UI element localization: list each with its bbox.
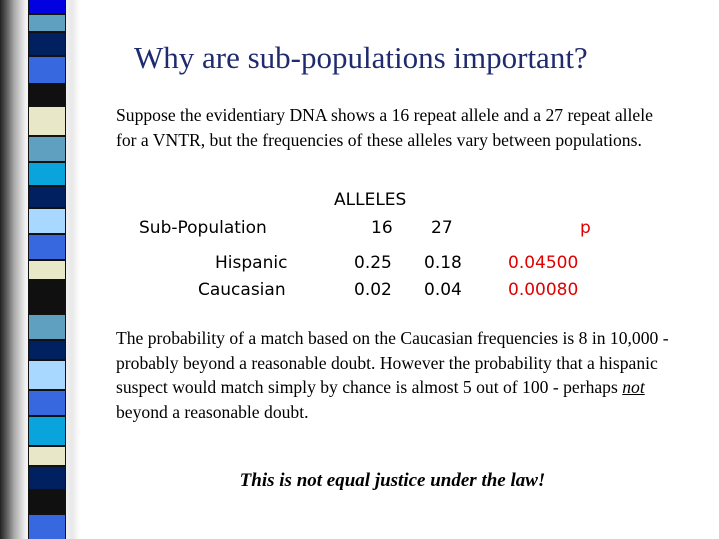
row-name-caucasian: Caucasian [198, 280, 286, 300]
row-caucasian-27: 0.04 [424, 280, 462, 300]
row-caucasian-16: 0.02 [354, 280, 392, 300]
p-header: p [580, 218, 591, 238]
conclusion-text-after: beyond a reasonable doubt. [116, 401, 309, 422]
row-hispanic-16: 0.25 [354, 253, 392, 273]
row-hispanic-27: 0.18 [424, 253, 462, 273]
tagline: This is not equal justice under the law! [239, 470, 546, 491]
conclusion-paragraph [116, 326, 696, 424]
subpopulation-header: Sub-Population [139, 218, 267, 238]
decorative-blocks [28, 0, 66, 539]
intro-paragraph: Suppose the evidentiary DNA shows a 16 repeat allele and a 27 repeat allele for a VNTR, but the frequencies of these alleles vary between populations. [116, 105, 653, 150]
allele-27-header: 27 [431, 218, 453, 238]
allele-16-header: 16 [371, 218, 393, 238]
conclusion-text-before: The probability of a match based on the Caucasian frequencies is 8 in 10,000 - probably beyond a reasonable doubt. However the probability that a hispanic suspect would match simply by chance is almost 5 out of 100 - perhaps [116, 328, 669, 397]
decorative-stripe [0, 0, 80, 539]
row-name-hispanic: Hispanic [215, 253, 288, 273]
slide-title: Why are sub-populations important? [134, 40, 588, 75]
row-caucasian-p: 0.00080 [508, 280, 579, 300]
emphasis-not: not [622, 377, 645, 397]
row-hispanic-p: 0.04500 [508, 253, 579, 273]
alleles-header: ALLELES [334, 190, 407, 210]
